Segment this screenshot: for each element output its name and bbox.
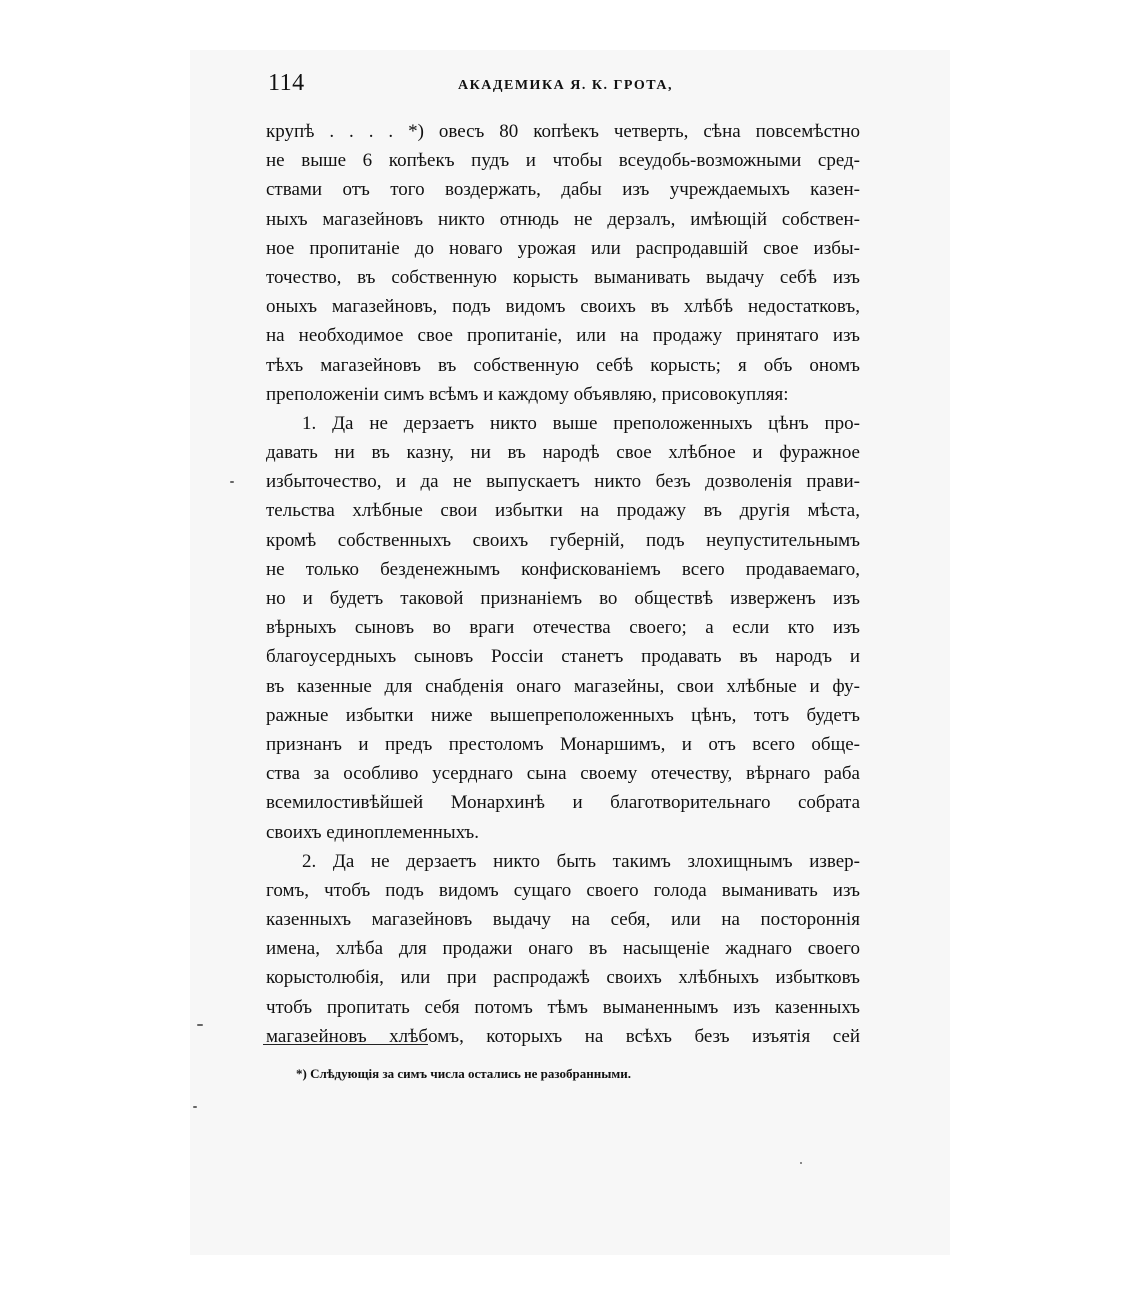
text-line: не только безденежнымъ конфискованіемъ всего продаваемаго, — [266, 558, 860, 580]
text-line: гомъ, чтобъ подъ видомъ сущаго своего голода выманивать изъ — [266, 879, 860, 901]
page-header — [268, 70, 868, 104]
text-line: но и будетъ таковой признаніемъ во обществѣ изверженъ изъ — [266, 588, 860, 609]
text-line: тельства хлѣбные свои избытки на продажу въ другія мѣста, — [266, 500, 860, 522]
text-line: точество, въ собственную корысть выманивать выдачу себѣ изъ — [266, 266, 860, 288]
text-line: на необходимое свое пропитаніе, или на продажу принятаго изъ — [266, 325, 860, 347]
text-line: благоусердныхъ сыновъ Россіи станетъ продавать въ народъ и — [266, 646, 860, 668]
text-line: ное пропитаніе до новаго урожая или распродавшій свое избы- — [266, 237, 860, 259]
text-line: кромѣ собственныхъ своихъ губерній, подъ неупустительнымъ — [266, 529, 860, 551]
running-head: АКАДЕМИКА Я. К. ГРОТА, — [458, 78, 673, 93]
text-line: тѣхъ магазейновъ въ собственную себѣ корысть; я объ ономъ — [266, 354, 860, 376]
page-number: 114 — [268, 70, 305, 96]
text-line: имена, хлѣба для продажи онаго въ насыщеніе жаднаго своего — [266, 938, 860, 960]
text-line: вѣрныхъ сыновъ во враги отечества своего; а если кто изъ — [266, 617, 860, 639]
text-line: своихъ единоплеменныхъ. — [266, 821, 479, 843]
text-line: ныхъ магазейновъ никто отнюдь не дерзалъ, имѣющій собствен- — [266, 208, 860, 230]
paragraph-1-start: 1. Да не дерзаетъ никто выше преположенныхъ цѣнъ про- — [302, 412, 860, 434]
scan-speck — [197, 1024, 203, 1026]
text-line: признанъ и предъ престоломъ Монаршимъ, и отъ всего обще- — [266, 733, 860, 755]
text-line: преположеніи симъ всѣмъ и каждому объявляю, присовокупляя: — [266, 383, 789, 405]
text-line: оныхъ магазейновъ, подъ видомъ своихъ въ хлѣбѣ недостатковъ, — [266, 296, 860, 318]
text-line: казенныхъ магазейновъ выдачу на себя, или на постороннія — [266, 909, 860, 931]
text-line: давать ни въ казну, ни въ народѣ свое хлѣбное и фуражное — [266, 442, 860, 464]
text-line: избыточество, и да не выпускаетъ никто безъ дозволенія прави- — [266, 471, 860, 493]
paragraph-2-start: 2. Да не дерзаетъ никто быть такимъ злохищнымъ извер- — [302, 850, 860, 872]
text-line: ражные избытки ниже вышепреположенныхъ цѣнъ, тотъ будетъ — [266, 704, 860, 726]
text-line: ства за особливо усерднаго сына своему отечеству, вѣрнаго раба — [266, 763, 860, 785]
text-line: ствами отъ того воздержать, дабы изъ учреждаемыхъ казен- — [266, 179, 860, 201]
text-line: не выше 6 копѣекъ пудъ и чтобы всеудобь-возможными сред- — [266, 150, 860, 172]
text-line: всемилостивѣйшей Монархинѣ и благотворительнаго собрата — [266, 792, 860, 814]
footnote-divider — [263, 1044, 428, 1045]
scan-speck — [230, 481, 234, 483]
scan-speck — [800, 1162, 802, 1164]
footnote: *) Слѣдующія за симъ числа остались не разобранными. — [296, 1066, 631, 1081]
scan-speck — [193, 1106, 197, 1108]
text-line: корыстолюбія, или при распродажѣ своихъ хлѣбныхъ избытковъ — [266, 967, 860, 989]
text-line: магазейновъ хлѣбомъ, которыхъ на всѣхъ безъ изъятія сей — [266, 1025, 860, 1047]
text-line: въ казенные для снабденія онаго магазейны, свои хлѣбные и фу- — [266, 675, 860, 697]
text-line: крупѣ . . . . *) овесъ 80 копѣекъ четверть, сѣна повсемѣстно — [266, 121, 860, 142]
text-line: чтобъ пропитать себя потомъ тѣмъ выманеннымъ изъ казенныхъ — [266, 996, 860, 1018]
body-text — [266, 117, 860, 1051]
